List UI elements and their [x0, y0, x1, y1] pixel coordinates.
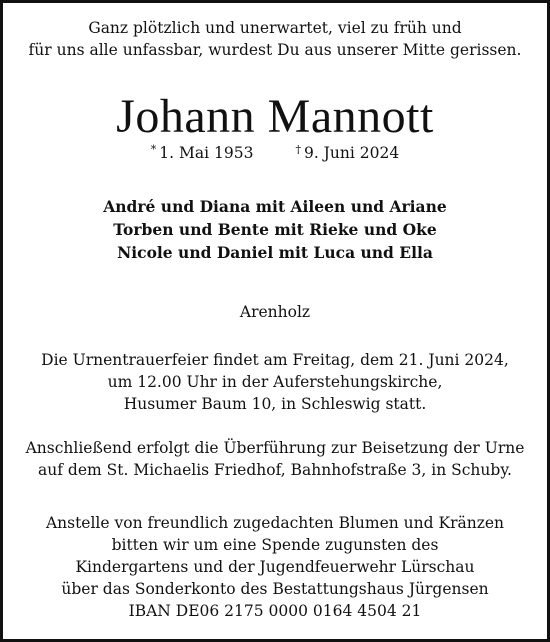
birth-date-group: [151, 140, 254, 163]
intro-text: [3, 17, 547, 61]
donation-line: Anstelle von freundlich zugedachten Blumen und Kränzen: [45, 514, 505, 532]
ceremony-line: um 12.00 Uhr in der Auferstehungskirche,: [107, 373, 443, 391]
life-dates: [3, 140, 547, 163]
death-cross-icon: †: [295, 143, 301, 156]
donation-line: Kindergartens und der Jugendfeuerwehr Lürschau: [75, 558, 475, 576]
donation-line: bitten wir um eine Spende zugunsten des: [111, 536, 439, 554]
iban-line: IBAN DE06 2175 0000 0164 4504 21: [128, 602, 422, 620]
place-name: Arenholz: [239, 303, 311, 321]
mourner-line: André und Diana mit Aileen und Ariane: [103, 197, 447, 216]
birth-star-icon: *: [150, 143, 157, 156]
intro-line: für uns alle unfassbar, wurdest Du aus unserer Mitte gerissen.: [28, 41, 522, 59]
transfer-line: Anschließend erfolgt die Überführung zur Beisetzung der Urne: [25, 439, 525, 457]
ceremony-text: [3, 349, 547, 415]
mourner-line: Torben und Bente mit Rieke und Oke: [113, 220, 437, 239]
intro-line: Ganz plötzlich und unerwartet, viel zu früh und: [88, 19, 462, 37]
donation-line: über das Sonderkonto des Bestattungshaus Jürgensen: [61, 580, 489, 598]
ceremony-line: Husumer Baum 10, in Schleswig statt.: [123, 395, 427, 413]
transfer-line: auf dem St. Michaelis Friedhof, Bahnhofstraße 3, in Schuby.: [38, 461, 512, 479]
transfer-text: [3, 437, 547, 481]
deceased-name: Johann Mannott: [116, 90, 434, 143]
death-date: 9. Juni 2024: [303, 144, 400, 162]
mourners-list: [3, 195, 547, 264]
birth-date: 1. Mai 1953: [159, 144, 254, 162]
death-date-group: [295, 140, 399, 163]
mourner-line: Nicole und Daniel mit Luca und Ella: [117, 243, 433, 262]
ceremony-line: Die Urnentrauerfeier findet am Freitag, dem 21. Juni 2024,: [41, 351, 509, 369]
donation-text: [3, 512, 547, 622]
